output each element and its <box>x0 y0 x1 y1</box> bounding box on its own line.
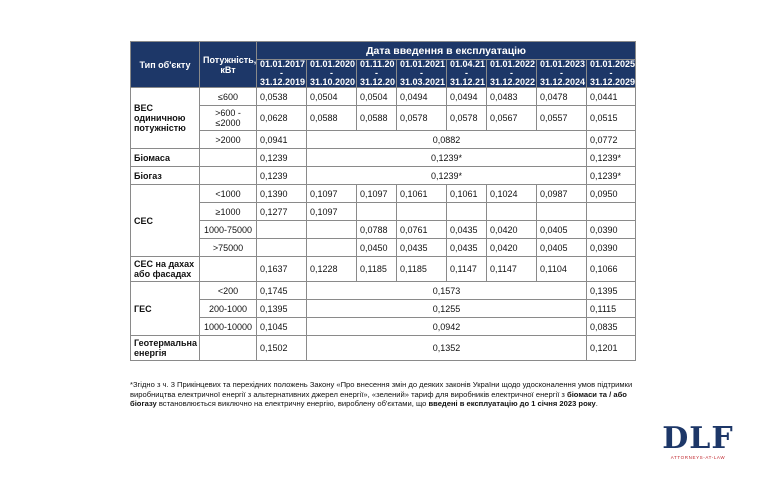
empty-cell <box>257 239 307 257</box>
value-cell: 0,0567 <box>487 106 537 131</box>
merged-value-cell: 0,1573 <box>307 282 587 300</box>
value-cell: 0,1239 <box>257 149 307 167</box>
footnote <box>130 380 642 409</box>
value-cell: 0,0557 <box>537 106 587 131</box>
row-label-solar: СЕС <box>131 185 200 257</box>
table-row <box>131 257 636 282</box>
tariff-table <box>130 41 636 361</box>
value-cell: 0,1390 <box>257 185 307 203</box>
merged-value-cell: 0,1239* <box>307 149 587 167</box>
header-commissioning-date: Дата введення в експлуатацію <box>257 42 636 60</box>
table-row <box>131 88 636 106</box>
power-cell-empty <box>200 336 257 361</box>
value-cell: 0,0987 <box>537 185 587 203</box>
value-cell: 0,0628 <box>257 106 307 131</box>
value-cell: 0,0435 <box>447 221 487 239</box>
value-cell: 0,1147 <box>487 257 537 282</box>
power-cell: 1000-75000 <box>200 221 257 239</box>
value-cell: 0,0483 <box>487 88 537 106</box>
value-cell: 0,1395 <box>587 282 636 300</box>
value-cell: 0,0588 <box>307 106 357 131</box>
value-cell: 0,0578 <box>397 106 447 131</box>
value-cell: 0,0504 <box>357 88 397 106</box>
merged-value-cell: 0,1352 <box>307 336 587 361</box>
value-cell: 0,1066 <box>587 257 636 282</box>
value-cell: 0,0538 <box>257 88 307 106</box>
power-cell: <200 <box>200 282 257 300</box>
date-range-7: 01.01.2023 - 31.12.2024 <box>537 60 587 88</box>
logo-mark: DLF <box>662 421 734 456</box>
value-cell: 0,1228 <box>307 257 357 282</box>
power-cell: ≤600 <box>200 88 257 106</box>
value-cell: 0,1045 <box>257 318 307 336</box>
footnote-text-1: *Згідно з ч. 3 Прикінцевих та перехідних положень Закону «Про внесення змін до деяких законів України щодо удосконалення умов підтримки виробництва електричної енергії з альтернативних джерел енергії», «зелений» тариф для виробників електричної енергії з <box>130 380 633 399</box>
value-cell: 0,0494 <box>397 88 447 106</box>
footnote-text-3: . <box>595 399 598 408</box>
value-cell: 0,0494 <box>447 88 487 106</box>
value-cell: 0,1097 <box>307 203 357 221</box>
power-cell: >75000 <box>200 239 257 257</box>
value-cell: 0,0761 <box>397 221 447 239</box>
value-cell: 0,1201 <box>587 336 636 361</box>
value-cell: 0,1745 <box>257 282 307 300</box>
footnote-bold-2: введені в експлуатацію до 1 січня 2023 року <box>428 399 596 408</box>
value-cell: 0,1185 <box>357 257 397 282</box>
merged-value-cell: 0,0942 <box>307 318 587 336</box>
table-row <box>131 185 636 203</box>
value-cell: 0,1104 <box>537 257 587 282</box>
value-cell: 0,0941 <box>257 131 307 149</box>
table-row <box>131 300 636 318</box>
power-cell-empty <box>200 167 257 185</box>
table-row <box>131 167 636 185</box>
value-cell: 0,0504 <box>307 88 357 106</box>
value-cell: 0,0515 <box>587 106 636 131</box>
value-cell: 0,1115 <box>587 300 636 318</box>
value-cell: 0,0588 <box>357 106 397 131</box>
row-label-solar-roof: СЕС на дахах або фасадах <box>131 257 200 282</box>
row-label-wind: ВЕС одиничною потужністю <box>131 88 200 149</box>
footnote-text-2: встановлюється виключно на електричну енергію, вироблену об'єктами, що <box>156 399 429 408</box>
empty-cell <box>307 221 357 239</box>
table-row <box>131 336 636 361</box>
value-cell: 0,1097 <box>357 185 397 203</box>
table-row <box>131 106 636 131</box>
value-cell: 0,1502 <box>257 336 307 361</box>
power-cell: <1000 <box>200 185 257 203</box>
dlf-logo <box>658 421 738 464</box>
empty-cell <box>447 203 487 221</box>
value-cell: 0,0950 <box>587 185 636 203</box>
value-cell: 0,0578 <box>447 106 487 131</box>
value-cell: 0,1185 <box>397 257 447 282</box>
value-cell: 0,0835 <box>587 318 636 336</box>
table-row <box>131 131 636 149</box>
value-cell: 0,0441 <box>587 88 636 106</box>
header-object-type: Тип об'єкту <box>131 42 200 88</box>
empty-cell <box>357 203 397 221</box>
header-power: Потужність, кВт <box>200 42 257 88</box>
value-cell: 0,0420 <box>487 239 537 257</box>
row-label-geothermal: Геотермальна енергія <box>131 336 200 361</box>
date-range-3: 01.11.20 - 31.12.20 <box>357 60 397 88</box>
value-cell: 0,0435 <box>447 239 487 257</box>
value-cell: 0,0478 <box>537 88 587 106</box>
value-cell: 0,0435 <box>397 239 447 257</box>
empty-cell <box>537 203 587 221</box>
empty-cell <box>257 221 307 239</box>
date-range-5: 01.04.21 - 31.12.21 <box>447 60 487 88</box>
empty-cell <box>307 239 357 257</box>
power-cell: >600 - ≤2000 <box>200 106 257 131</box>
table-row <box>131 239 636 257</box>
table-row <box>131 318 636 336</box>
value-cell: 0,0772 <box>587 131 636 149</box>
table-row <box>131 203 636 221</box>
value-cell: 0,1637 <box>257 257 307 282</box>
value-cell: 0,1061 <box>397 185 447 203</box>
value-cell: 0,1277 <box>257 203 307 221</box>
value-cell: 0,0390 <box>587 239 636 257</box>
value-cell: 0,1239 <box>257 167 307 185</box>
value-cell: 0,1061 <box>447 185 487 203</box>
value-cell: 0,1395 <box>257 300 307 318</box>
value-cell: 0,1239* <box>587 167 636 185</box>
table-row <box>131 149 636 167</box>
value-cell: 0,0405 <box>537 239 587 257</box>
row-label-biogas: Біогаз <box>131 167 200 185</box>
table-row <box>131 221 636 239</box>
empty-cell <box>587 203 636 221</box>
power-cell-empty <box>200 149 257 167</box>
power-cell: >2000 <box>200 131 257 149</box>
date-range-6: 01.01.2022 - 31.12.2022 <box>487 60 537 88</box>
footnote-bold-1: біомаси та / або біогазу <box>130 389 627 408</box>
power-cell: 1000-10000 <box>200 318 257 336</box>
row-label-hydro: ГЕС <box>131 282 200 336</box>
date-range-4: 01.01.2021 - 31.03.2021 <box>397 60 447 88</box>
merged-value-cell: 0,1255 <box>307 300 587 318</box>
value-cell: 0,0390 <box>587 221 636 239</box>
merged-value-cell: 0,0882 <box>307 131 587 149</box>
date-range-1: 01.01.2017 - 31.12.2019 <box>257 60 307 88</box>
power-cell: ≥1000 <box>200 203 257 221</box>
value-cell: 0,0788 <box>357 221 397 239</box>
value-cell: 0,1024 <box>487 185 537 203</box>
date-range-8: 01.01.2025 - 31.12.2029 <box>587 60 636 88</box>
row-label-biomass: Біомаса <box>131 149 200 167</box>
merged-value-cell: 0,1239* <box>307 167 587 185</box>
empty-cell <box>487 203 537 221</box>
value-cell: 0,1097 <box>307 185 357 203</box>
value-cell: 0,0420 <box>487 221 537 239</box>
date-range-2: 01.01.2020 - 31.10.2020 <box>307 60 357 88</box>
value-cell: 0,0450 <box>357 239 397 257</box>
empty-cell <box>397 203 447 221</box>
table-row <box>131 282 636 300</box>
logo-tagline: ATTORNEYS-AT-LAW <box>670 455 726 460</box>
power-cell-empty <box>200 257 257 282</box>
value-cell: 0,0405 <box>537 221 587 239</box>
value-cell: 0,1147 <box>447 257 487 282</box>
value-cell: 0,1239* <box>587 149 636 167</box>
power-cell: 200-1000 <box>200 300 257 318</box>
